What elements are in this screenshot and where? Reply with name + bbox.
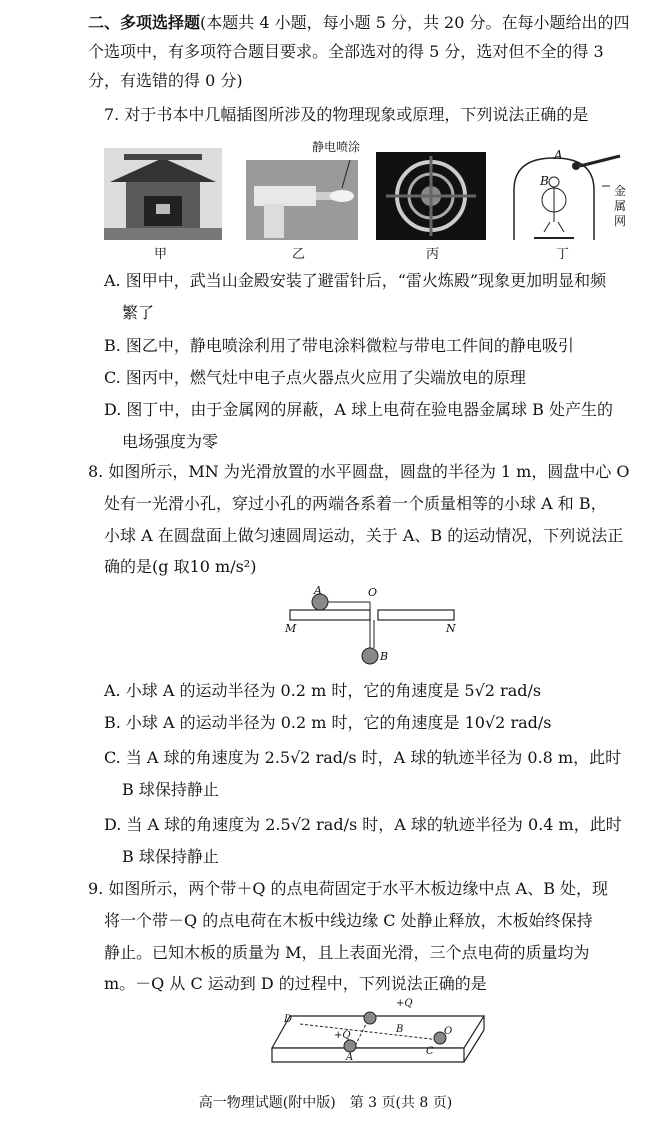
q7-option-D-line1: D. 图丁中，由于金属网的屏蔽，A 球上电荷在验电器金属球 B 处产生的 [104,400,614,419]
section-header-line2: 个选项中，有多项符合题目要求。全部选对的得 5 分，选对但不全的得 3 [88,42,604,61]
q9-fig-label-D: D [284,1014,293,1025]
q8-stem-line3: 小球 A 在圆盘面上做匀速圆周运动，关于 A、B 的运动情况，下列说法正 [104,526,624,545]
q8-fig-label-B: B [380,650,389,663]
q7-figure-yi-spray-gun [246,160,358,240]
q8-fig-label-N: N [446,622,456,635]
q8-option-C-line2: B 球保持静止 [122,780,219,799]
q9-fig-label-O: O [444,1026,453,1037]
q8-stem-line1: 8. 如图所示，MN 为光滑放置的水平圆盘，圆盘的半径为 1 m，圆盘中心 O [88,462,630,481]
page-footer: 高一物理试题(附中版) 第 3 页(共 8 页) [198,1095,453,1111]
q8-option-D-line1: D. 当 A 球的角速度为 2.5√2 rad/s 时，A 球的轨迹半径为 0.4 m，此时 [104,815,622,834]
q7-fig4-label-A: A [554,148,563,162]
section-instructions: (本题共 4 小题，每小题 5 分，共 20 分。在每小题给出的四 [200,13,630,32]
q7-option-B: B. 图乙中，静电喷涂利用了带电涂料微粒与带电工件间的静电吸引 [104,336,574,355]
q9-fig-label-B: B [396,1024,404,1035]
q9-fig-label-A: A [346,1052,354,1063]
q8-fig-label-O: O [368,586,378,599]
q8-fig-label-A: A [314,584,322,597]
q9-stem-line4: m。－Q 从 C 运动到 D 的过程中，下列说法正确的是 [104,974,487,993]
q9-fig-label-C: C [426,1046,434,1057]
q9-figure-board [270,1004,486,1076]
q9-stem-line2: 将一个带－Q 的点电荷在木板中线边缘 C 处静止释放，木板始终保持 [104,911,593,930]
q7-figure-bing-gas-stove [376,152,486,240]
section-heading: 二、多项选择题 [88,13,201,32]
q8-stem-line2: 处有一光滑小孔，穿过小孔的两端各系着一个质量相等的小球 A 和 B， [104,494,607,513]
q7-fig4-mesh-1: 金 [614,184,627,198]
q7-option-A-line1: A. 图甲中，武当山金殿安装了避雷针后，“雷火炼殿”现象更加明显和频 [104,271,607,290]
q7-caption-jia: 甲 [154,247,168,262]
q7-option-A-line2: 繁了 [122,303,155,322]
q8-option-B: B. 小球 A 的运动半径为 0.2 m 时，它的角速度是 10√2 rad/s [104,713,552,732]
q8-stem-line4: 确的是(g 取10 m/s²) [104,557,257,576]
q7-stem: 7. 对于书本中几幅插图所涉及的物理现象或原理，下列说法正确的是 [104,105,589,124]
section-header-line3: 分，有选错的得 0 分) [88,71,243,90]
q8-option-D-line2: B 球保持静止 [122,847,219,866]
q9-stem-line3: 静止。已知木板的质量为 M，且上表面光滑，三个点电荷的质量均为 [104,943,590,962]
q8-fig-label-M: M [285,622,297,635]
q8-option-A: A. 小球 A 的运动半径为 0.2 m 时，它的角速度是 5√2 rad/s [104,681,542,700]
q7-caption-bing: 丙 [426,247,440,262]
q7-fig2-note: 静电喷涂 [312,140,361,154]
q7-fig4-mesh-3: 网 [614,214,627,228]
section-header-line1 [88,12,630,34]
q7-fig4-mesh-2: 属 [614,199,627,213]
q9-stem-line1: 9. 如图所示，两个带＋Q 的点电荷固定于水平木板边缘中点 A、B 处，现 [88,879,609,898]
q9-fig-label-plusQ-left: +Q [334,1030,351,1041]
q7-caption-ding: 丁 [556,247,570,262]
q9-fig-label-plusQ-top: +Q [396,998,413,1009]
q7-figure-jia-temple [104,148,222,240]
q8-option-C-line1: C. 当 A 球的角速度为 2.5√2 rad/s 时，A 球的轨迹半径为 0.8 m，此时 [104,748,622,767]
q7-option-D-line2: 电场强度为零 [122,432,219,451]
q7-fig4-label-B: B [540,174,549,188]
q7-caption-yi: 乙 [292,247,306,262]
q7-option-C: C. 图丙中，燃气灶中电子点火器点火应用了尖端放电的原理 [104,368,526,387]
